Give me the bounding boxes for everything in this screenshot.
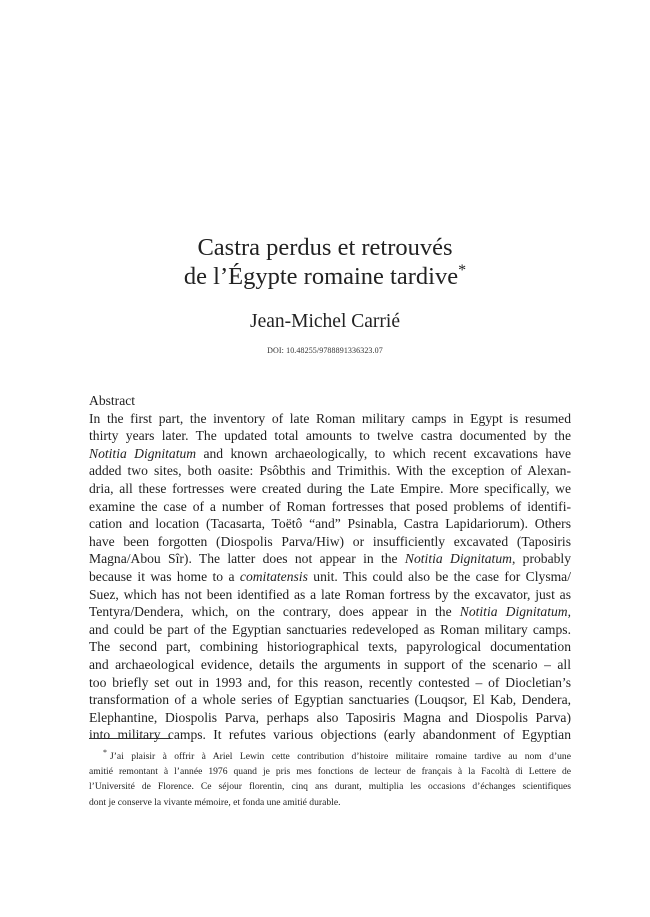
abstract-line xyxy=(89,462,571,480)
abstract-text: transformation of a whole series of Egyptian sanctuaries (Louqsor, El Kab, Dendera, xyxy=(89,692,571,708)
abstract-text: thirty years later. The updated total amounts to twelve castra documented by the xyxy=(89,428,571,444)
abstract-text: because it was home to a xyxy=(89,568,240,584)
doi-text[interactable]: DOI: 10.48255/9788891336323.07 xyxy=(267,346,383,355)
abstract-line xyxy=(89,533,571,551)
article-title xyxy=(0,233,650,291)
abstract-text: In the first part, the inventory of late Roman military camps in Egypt is resumed xyxy=(89,410,571,426)
abstract-line xyxy=(89,515,571,533)
author-name: Jean-Michel Carrié xyxy=(250,311,400,332)
abstract-body xyxy=(89,410,571,744)
footnote-line xyxy=(89,764,571,779)
title-line-2-text: de l’Égypte romaine tardive xyxy=(183,263,459,290)
abstract-text: , xyxy=(567,604,571,620)
abstract-text: Suez, which has not been identified as a late Roman fortress by the excavator, just as xyxy=(89,586,571,602)
abstract-line xyxy=(89,674,571,692)
abstract-line xyxy=(89,656,571,674)
footnote-marker: * xyxy=(103,747,107,757)
abstract-line xyxy=(89,603,571,621)
abstract-text: added two sites, both oasite: Psôbthis and Trimithis. With the exception of Alexan- xyxy=(89,463,571,479)
abstract-text: unit. This could also be the case for Clysma/ xyxy=(307,568,571,584)
abstract-text: examine the case of a number of Roman fortresses that posed problems of identifi- xyxy=(89,498,571,514)
abstract-line xyxy=(89,621,571,639)
abstract-line xyxy=(89,638,571,656)
abstract-text: Tentyra/Dendera, which, on the contrary, does appear in the xyxy=(89,604,460,620)
abstract-line xyxy=(89,427,571,445)
abstract-text: dria, all these fortresses were created during the Late Empire. More specifically, we xyxy=(89,480,571,496)
abstract-text: too briefly set out in 1993 and, for this reason, recently contested – of Diocletian’s xyxy=(89,674,571,690)
footnote xyxy=(89,749,571,810)
abstract-text: and known archaeologically, to which recent excavations have xyxy=(196,445,571,461)
abstract-text: The second part, combining historiographical texts, papyrological documentation xyxy=(89,639,571,655)
abstract-text: , probably xyxy=(511,551,571,567)
abstract-text: into military camps. It refutes various objections (early abandonment of Egyptian xyxy=(89,727,571,743)
footnote-line xyxy=(89,779,571,794)
abstract-line xyxy=(89,586,571,604)
footnote-text: J’ai plaisir à offrir à Ariel Lewin cette contribution d’histoire militaire romaine tardive au nom d’une xyxy=(110,751,571,762)
abstract-text: Magna/Abou Sîr). The latter does not appear in the xyxy=(89,551,405,567)
abstract-italic-term: Notitia Dignitatum xyxy=(404,551,512,567)
footnote-divider xyxy=(89,738,171,739)
abstract-line xyxy=(89,480,571,498)
abstract-line xyxy=(89,568,571,586)
abstract-line xyxy=(89,709,571,727)
abstract-heading: Abstract xyxy=(89,393,136,408)
abstract-text: and could be part of the Egyptian sanctuaries redeveloped as Roman military camps. xyxy=(89,621,571,637)
title-footnote-marker[interactable]: * xyxy=(458,261,467,279)
footnote-text: amitié remontant à l’année 1976 quand je pris mes fonctions de lecteur de français à la Facoltà di Lettere de xyxy=(89,766,571,778)
abstract-text: and archaeological evidence, details the arguments in support of the scenario – all xyxy=(89,656,571,672)
footnote-text: dont je conserve la vivante mémoire, et fonda une amitié durable. xyxy=(89,796,341,808)
abstract-line xyxy=(89,726,571,744)
title-line-2 xyxy=(0,262,650,291)
abstract-line xyxy=(89,550,571,568)
abstract-italic-term: Notitia Dignitatum xyxy=(459,604,568,620)
footnote-text: l’Université de Florence. Ce séjour florentin, cinq ans durant, multiplia les occasions d’échanges scientifiques xyxy=(89,781,571,793)
abstract-section xyxy=(89,392,571,744)
abstract-line xyxy=(89,498,571,516)
footnote-line xyxy=(89,795,571,810)
footnote-line xyxy=(89,749,571,764)
abstract-italic-term: comitatensis xyxy=(239,568,308,584)
abstract-text: have been forgotten (Diospolis Parva/Hiw) or insufficiently excavated (Taposiris xyxy=(89,533,571,549)
abstract-text: cation and location (Tacasarta, Toëtô “and” Psinabla, Castra Lapidariorum). Others xyxy=(89,516,571,532)
title-line-1: Castra perdus et retrouvés xyxy=(197,234,453,261)
abstract-text: Elephantine, Diospolis Parva, perhaps also Taposiris Magna and Diospolis Parva) xyxy=(89,709,571,725)
abstract-line xyxy=(89,691,571,709)
abstract-line xyxy=(89,445,571,463)
abstract-italic-term: Notitia Dignitatum xyxy=(89,445,197,461)
abstract-line xyxy=(89,410,571,428)
